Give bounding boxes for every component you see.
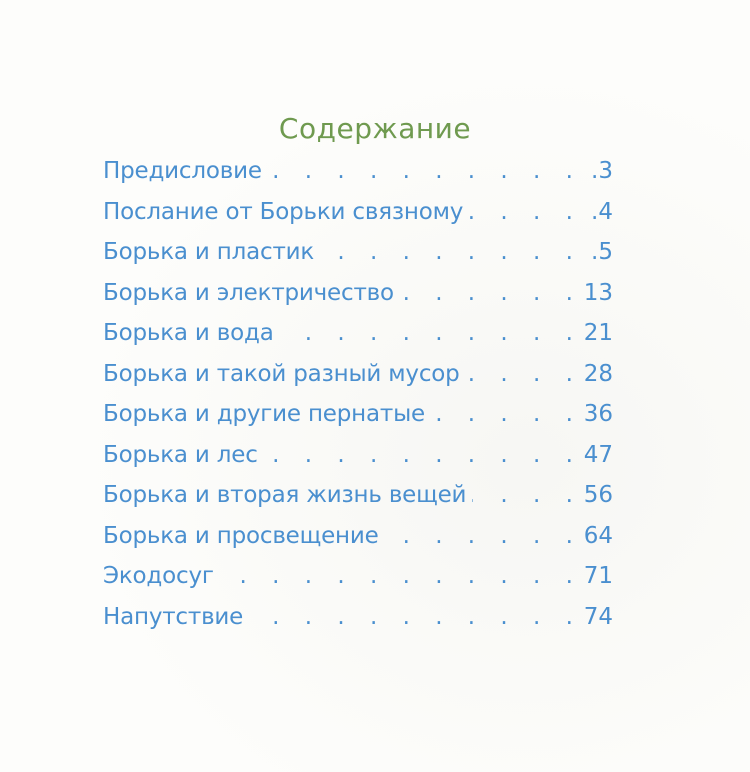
table-of-contents bbox=[103, 158, 613, 644]
toc-entry-label: Борька и вторая жизнь вещей bbox=[103, 482, 467, 508]
toc-entry bbox=[103, 523, 613, 564]
toc-dot-leader bbox=[431, 401, 573, 427]
toc-entry-page: .4 bbox=[591, 198, 613, 225]
toc-entry bbox=[103, 239, 613, 280]
toc-dot-leader bbox=[280, 320, 573, 346]
toc-entry-page: 56 bbox=[583, 482, 613, 508]
toc-entry-label: Предисловие bbox=[103, 158, 262, 184]
toc-title: Содержание bbox=[278, 112, 472, 145]
toc-entry-page: 64 bbox=[583, 522, 613, 549]
toc-entry bbox=[103, 158, 613, 199]
toc-dot-leader bbox=[320, 239, 573, 265]
toc-entry-page: 74 bbox=[583, 603, 613, 630]
toc-entry-page: 21 bbox=[583, 320, 613, 346]
toc-dot-leader bbox=[249, 604, 573, 630]
toc-dot-leader bbox=[469, 199, 573, 225]
toc-entry-page: 28 bbox=[583, 360, 613, 387]
toc-entry-label: Борька и такой разный мусор bbox=[103, 360, 460, 387]
toc-entry-page: 71 bbox=[583, 563, 613, 589]
toc-entry-page: .5 bbox=[591, 239, 613, 265]
toc-entry bbox=[103, 199, 613, 240]
toc-dot-leader bbox=[466, 361, 573, 387]
toc-entry bbox=[103, 361, 613, 402]
toc-entry bbox=[103, 320, 613, 361]
toc-entry bbox=[103, 442, 613, 483]
toc-entry-label: Борька и лес bbox=[103, 441, 258, 468]
toc-dot-leader bbox=[264, 442, 573, 468]
toc-entry bbox=[103, 604, 613, 645]
toc-entry-label: Борька и просвещение bbox=[103, 522, 379, 549]
toc-dot-leader bbox=[220, 563, 573, 589]
toc-dot-leader bbox=[400, 280, 573, 306]
toc-entry-label: Борька и пластик bbox=[103, 239, 315, 265]
toc-entry-page: .3 bbox=[591, 158, 613, 184]
toc-entry-label: Экодосуг bbox=[103, 563, 214, 589]
toc-entry-page: 13 bbox=[583, 279, 613, 306]
toc-dot-leader bbox=[385, 523, 573, 549]
toc-dot-leader bbox=[268, 158, 573, 184]
toc-entry bbox=[103, 280, 613, 321]
toc-entry-label: Напутствие bbox=[103, 603, 244, 630]
toc-entry-page: 47 bbox=[583, 441, 613, 468]
toc-entry-label: Борька и вода bbox=[103, 320, 274, 346]
toc-entry-label: Послание от Борьки связному bbox=[103, 198, 464, 225]
toc-entry bbox=[103, 401, 613, 442]
toc-entry-page: 36 bbox=[583, 401, 613, 427]
toc-entry-label: Борька и другие пернатые bbox=[103, 401, 425, 427]
toc-entry bbox=[103, 563, 613, 604]
toc-entry-label: Борька и электричество bbox=[103, 279, 394, 306]
toc-dot-leader bbox=[472, 482, 573, 508]
toc-entry bbox=[103, 482, 613, 523]
